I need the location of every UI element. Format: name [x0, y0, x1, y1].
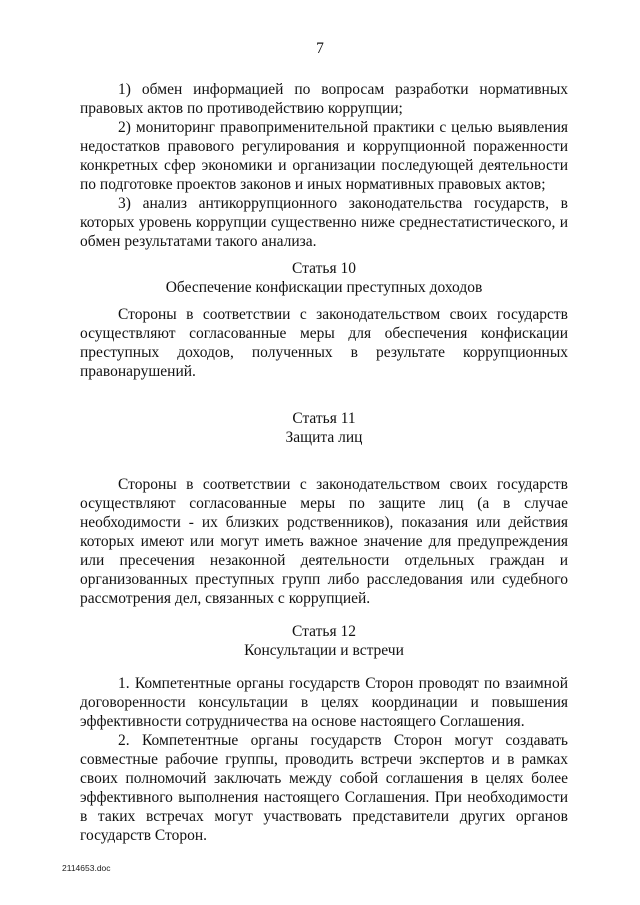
list-item-2: 2) мониторинг правоприменительной практики с целью выявления недостатков правового регулирования и коррупционной пораженности конкретных сфер экономики и организации последующей деятельности по подготовке проектов законов и иных нормативных правовых актов; [80, 119, 568, 193]
article-12-title: Консультации и встречи [244, 642, 404, 659]
article-11-title: Защита лиц [285, 429, 363, 446]
article-11-text: Стороны в соответствии с законодательством своих государств осуществляют согласованные меры по защите лиц (а в случае необходимости - их близких родственников), показания или действия которых имеют или могут иметь важное значение для предупреждения или пресечения незаконной деятельности отдельных граждан и организованных преступных групп либо расследования или судебного рассмотрения дел, связанных с коррупцией. [80, 476, 568, 607]
article-10-text: Стороны в соответствии с законодательством своих государств осуществляют согласованные меры для обеспечения конфискации преступных доходов, полученных в результате коррупционных правонарушений. [80, 306, 568, 380]
article-12-paragraph-1: 1. Компетентные органы государств Сторон проводят по взаимной договоренности консультации в целях координации и повышения эффективности сотрудничества на основе настоящего Соглашения. [80, 675, 568, 730]
file-name-footer: 2114653.doc [62, 863, 111, 873]
article-12-number: Статья 12 [292, 623, 356, 640]
list-item-1: 1) обмен информацией по вопросам разработки нормативных правовых актов по противодействию коррупции; [80, 81, 568, 117]
article-12-paragraph-2: 2. Компетентные органы государств Сторон могут создавать совместные рабочие группы, проводить встречи экспертов и в рамках своих полномочий заключать между собой соглашения в целях более эффективного выполнения настоящего Соглашения. При необходимости в таких встречах могут участвовать представители других органов государств Сторон. [80, 732, 568, 844]
document-body [80, 80, 568, 845]
page-number: 7 [316, 40, 324, 57]
list-item-3: 3) анализ антикоррупционного законодательства государств, в которых уровень коррупции существенно ниже среднестатистического, и обмен результатами такого анализа. [80, 195, 568, 250]
article-10-number: Статья 10 [292, 260, 356, 277]
article-10-title: Обеспечение конфискации преступных доходов [165, 279, 483, 296]
article-11-number: Статья 11 [292, 410, 356, 427]
